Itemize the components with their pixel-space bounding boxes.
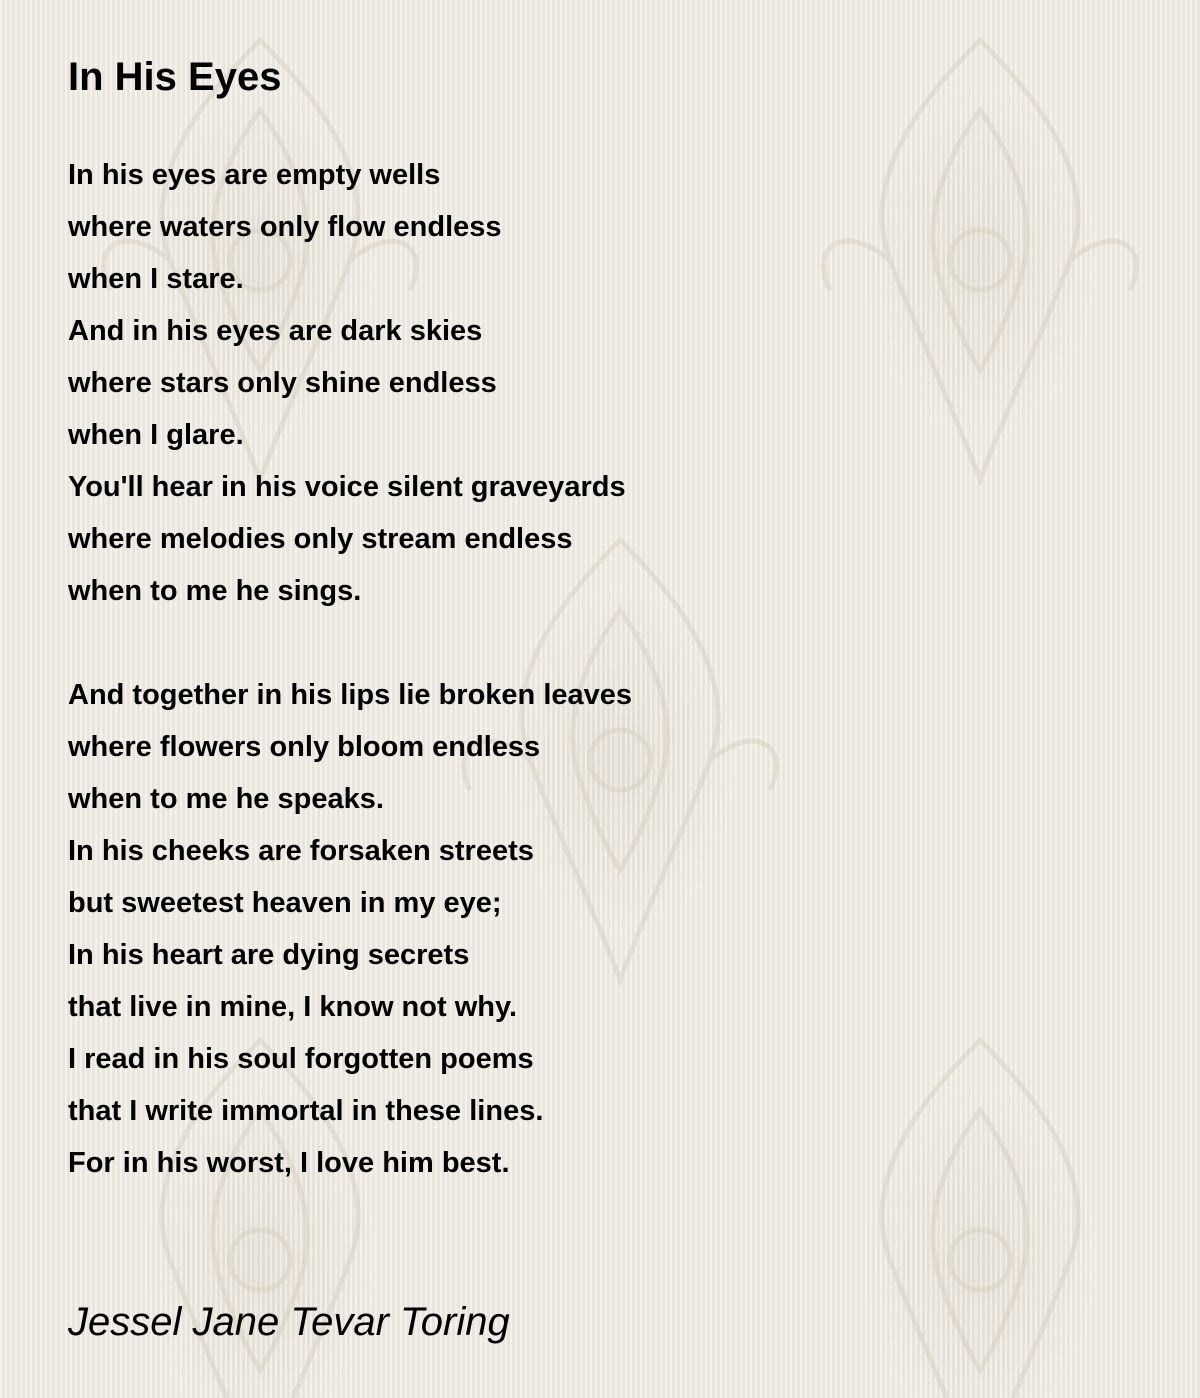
poem-line: In his eyes are empty wells [68, 159, 441, 191]
stanza [68, 669, 1068, 1189]
poem-line: where waters only flow endless [68, 211, 502, 243]
poem-line: where melodies only stream endless [68, 523, 573, 555]
poem-line: And in his eyes are dark skies [68, 315, 483, 347]
poem-line: where flowers only bloom endless [68, 731, 541, 763]
poem-line: I read in his soul forgotten poems [68, 1043, 534, 1075]
poem-line: that live in mine, I know not why. [68, 991, 518, 1023]
poem-line: when to me he speaks. [68, 783, 384, 815]
poem-line: where stars only shine endless [68, 367, 497, 399]
poem-title: In His Eyes [68, 55, 282, 99]
stanza [68, 149, 1068, 617]
poem-line: In his cheeks are forsaken streets [68, 835, 534, 867]
poem-author: Jessel Jane Tevar Toring [68, 1300, 510, 1344]
poem-line: that I write immortal in these lines. [68, 1095, 544, 1127]
poem-line: You'll hear in his voice silent graveyards [68, 471, 626, 503]
poem-line: when to me he sings. [68, 575, 362, 607]
poem-line: For in his worst, I love him best. [68, 1147, 510, 1179]
poem-line: And together in his lips lie broken leaves [68, 679, 633, 711]
poem-body [68, 149, 1068, 1241]
poem-line: In his heart are dying secrets [68, 939, 470, 971]
poem-line: when I stare. [68, 263, 244, 295]
poem-line: when I glare. [68, 419, 244, 451]
poem-line: but sweetest heaven in my eye; [68, 887, 502, 919]
